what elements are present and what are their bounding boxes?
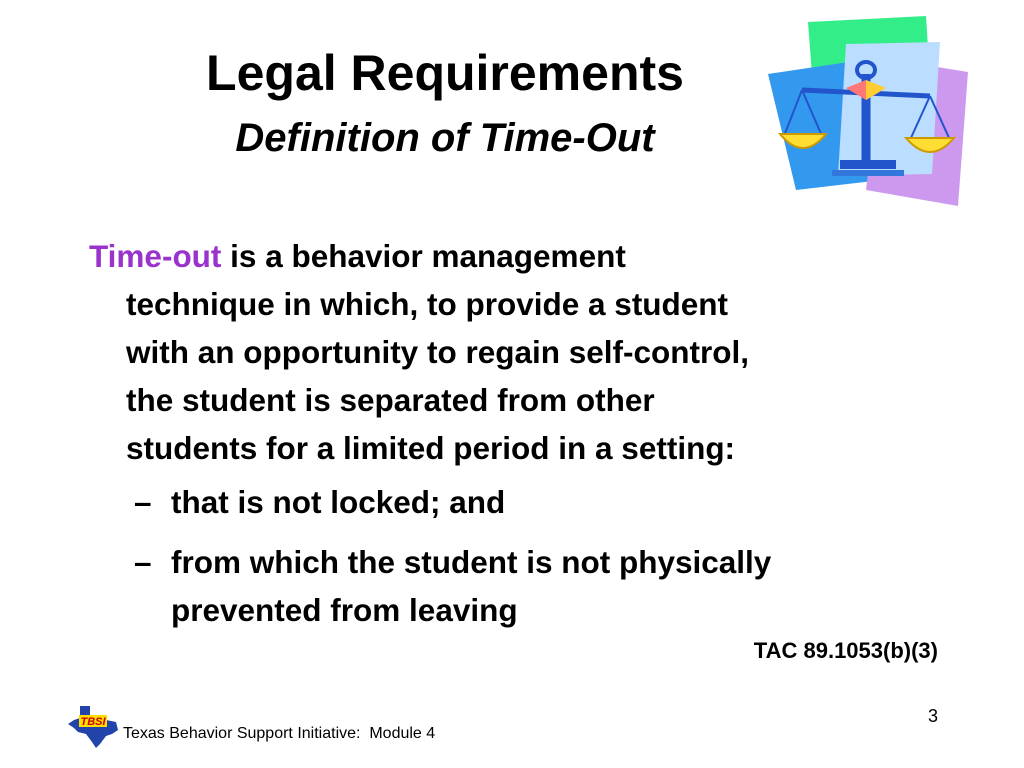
footer — [66, 704, 586, 748]
dash-bullet: – — [134, 544, 152, 580]
sub-bullet-line: from which the student is not physically — [171, 544, 772, 580]
citation: TAC 89.1053(b)(3) — [753, 638, 938, 663]
definition-first-line — [89, 232, 949, 280]
dash-bullet: – — [134, 484, 152, 520]
texas-map-icon — [66, 704, 122, 748]
sub-bullet-text — [171, 478, 954, 526]
slide-title: Legal Requirements — [206, 45, 684, 101]
logo-text: TBSI — [80, 716, 106, 728]
page-number: 3 — [927, 706, 938, 726]
sub-bullet-line: prevented from leaving — [171, 592, 518, 628]
defined-term: Time-out — [89, 238, 222, 274]
footer-text: Texas Behavior Support Initiative: Module 4 — [123, 725, 436, 742]
sub-bullet-not-prevented — [134, 538, 954, 634]
definition-line: with an opportunity to regain self-control, — [126, 334, 749, 370]
definition-first-line-text: is a behavior management — [221, 238, 626, 274]
definition-line: students for a limited period in a setting: — [126, 430, 736, 466]
sub-bullet-not-locked — [134, 478, 954, 526]
scales-of-justice-icon — [762, 14, 972, 210]
sub-bullet-text — [171, 538, 954, 634]
definition-line: the student is separated from other — [126, 382, 655, 418]
definition-paragraph — [89, 232, 949, 472]
slide-subtitle: Definition of Time-Out — [235, 116, 655, 160]
sub-bullet-line: that is not locked; and — [171, 484, 506, 520]
definition-line: technique in which, to provide a student — [126, 286, 729, 322]
